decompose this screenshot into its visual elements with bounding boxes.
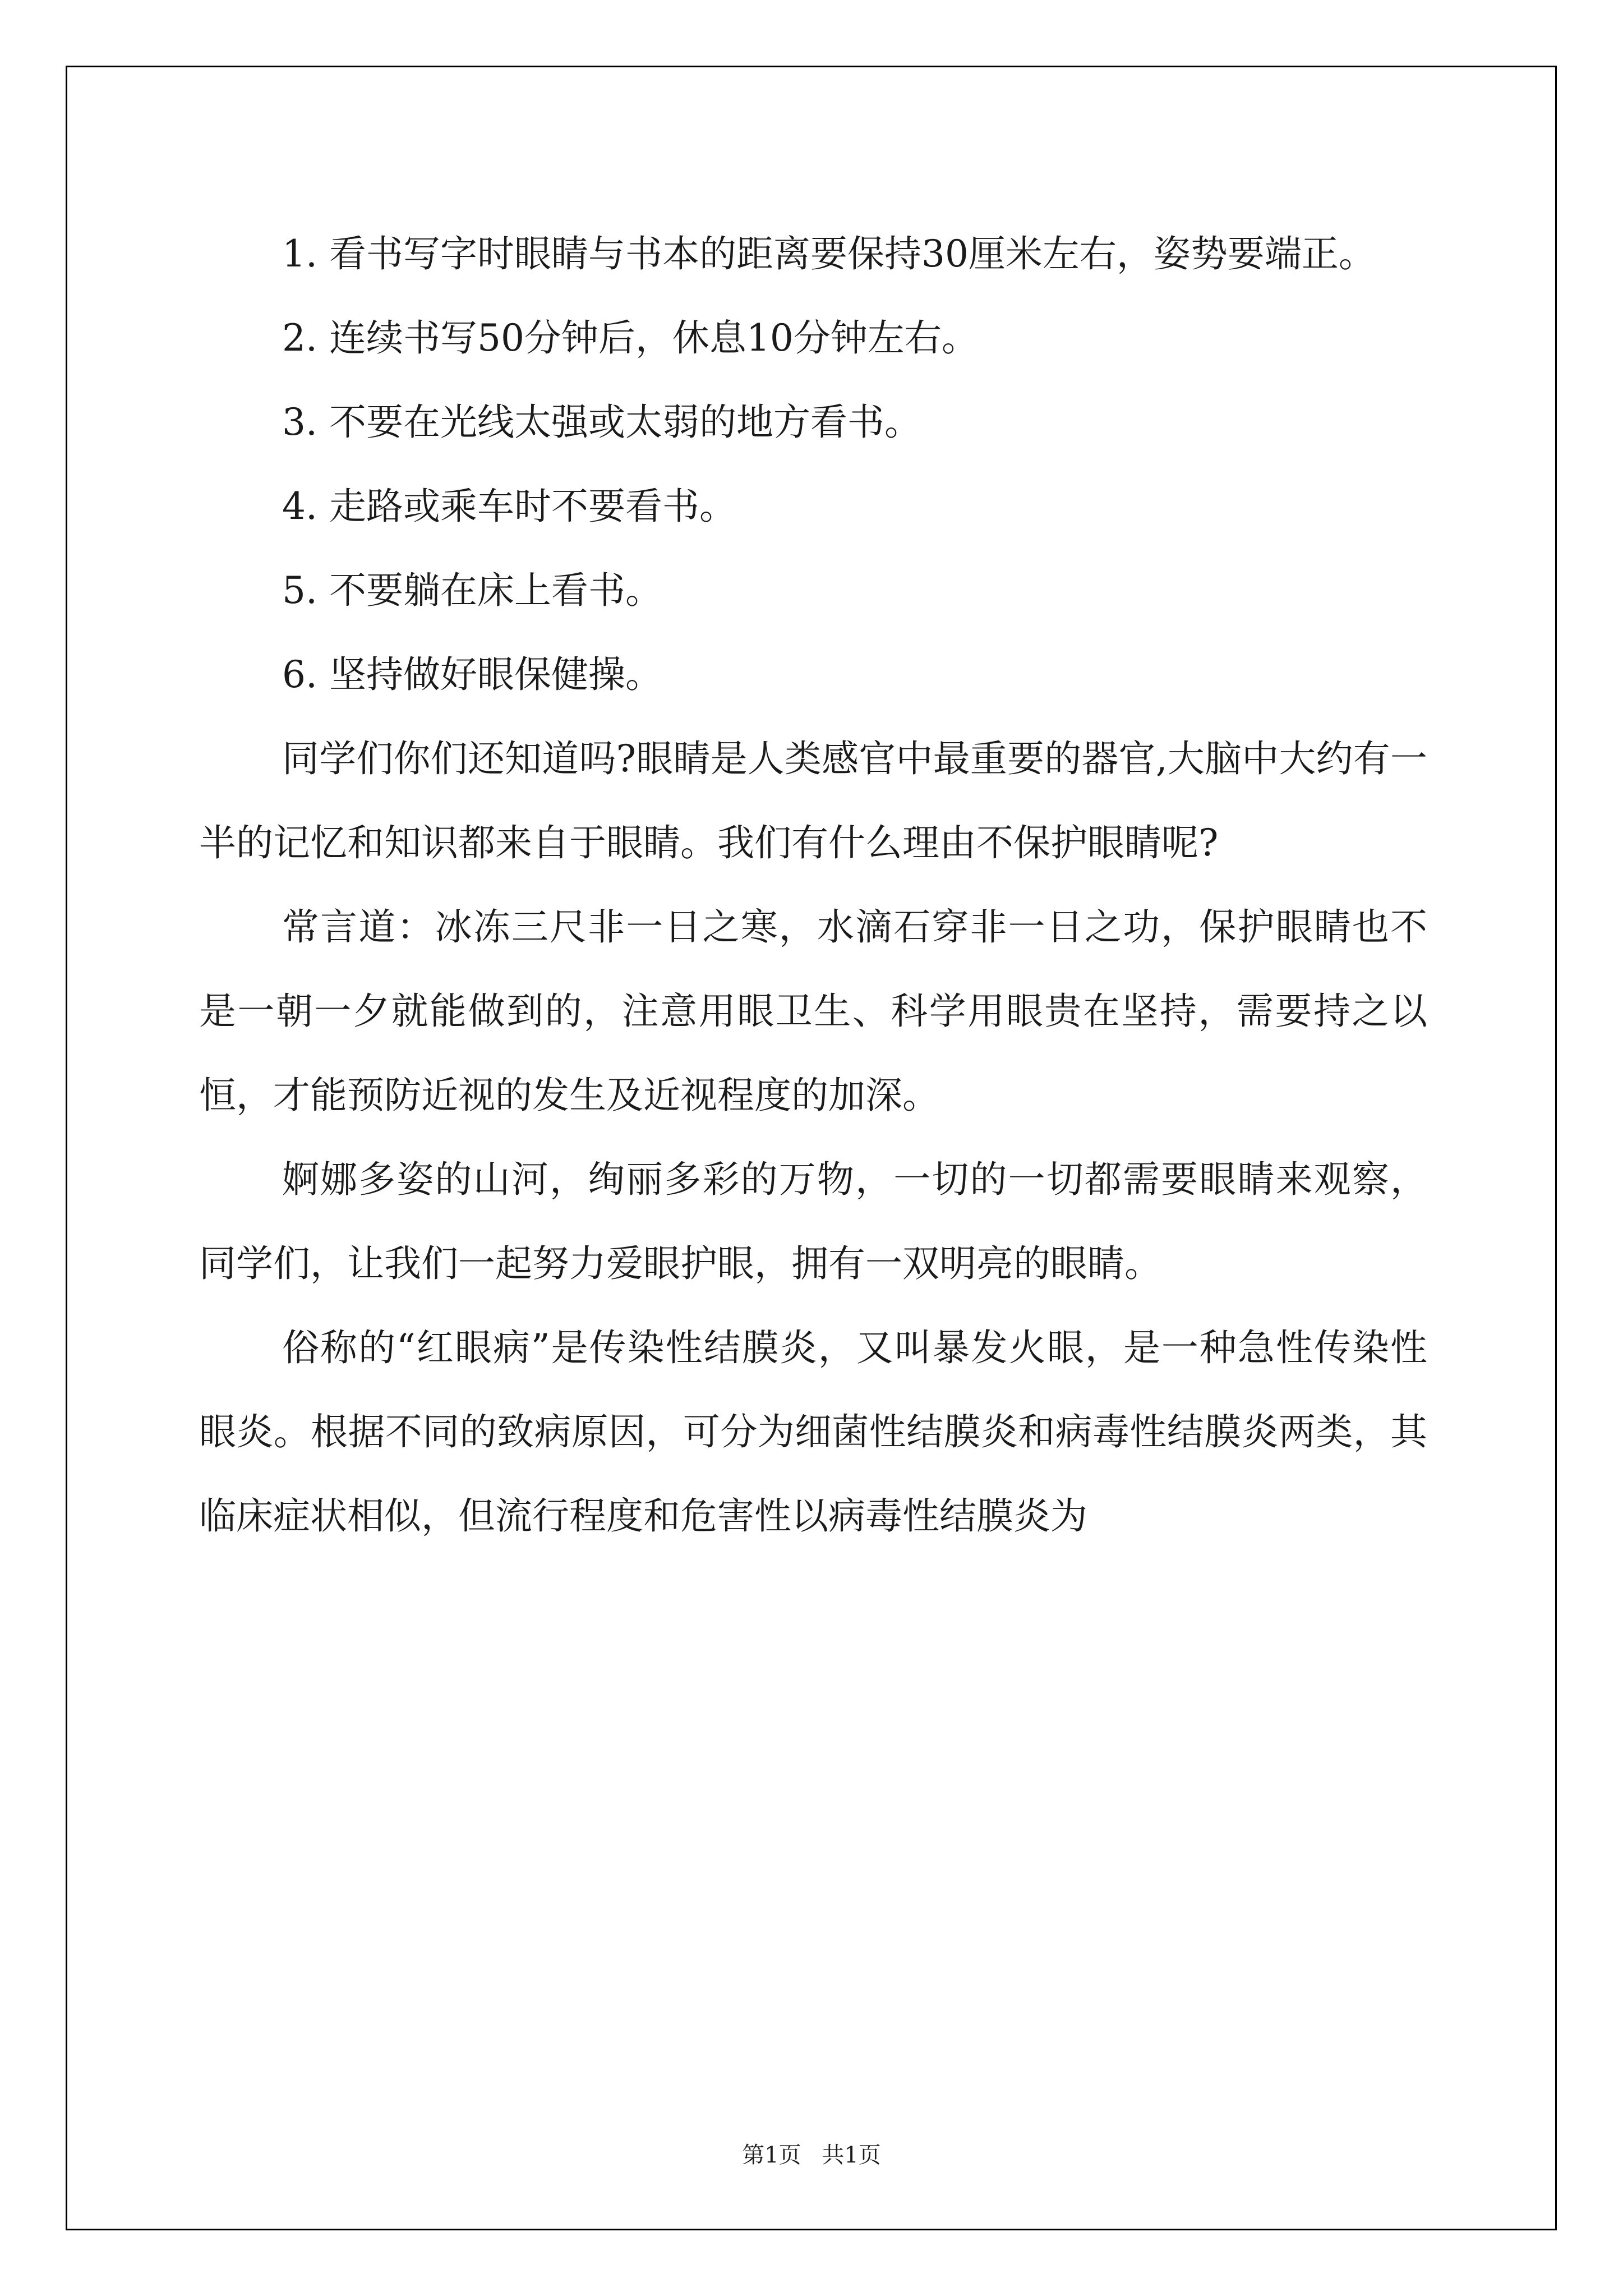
list-item-5: 5. 不要躺在床上看书。 bbox=[282, 569, 662, 612]
list-item-3: 3. 不要在光线太强或太弱的地方看书。 bbox=[282, 401, 921, 444]
paragraph-closing: 婀娜多姿的山河，绚丽多彩的万物，一切的一切都需要眼睛来观察，同学们，让我们一起努力爱眼护眼，拥有一双明亮的眼睛。 bbox=[199, 1158, 1427, 1285]
list-item-1: 1. 看书写字时眼睛与书本的距离要保持30厘米左右，姿势要端正。 bbox=[282, 232, 1376, 275]
page-number-current: 第1页 bbox=[742, 2142, 801, 2168]
paragraph-red-eye: 俗称的“红眼病”是传染性结膜炎，又叫暴发火眼，是一种急性传染性眼炎。根据不同的致病原因，可分为细菌性结膜炎和病毒性结膜炎两类，其临床症状相似，但流行程度和危害性以病毒性结膜炎为 bbox=[199, 1326, 1427, 1538]
paragraph-eye-importance: 同学们你们还知道吗?眼睛是人类感官中最重要的器官,大脑中大约有一半的记忆和知识都来自于眼睛。我们有什么理由不保护眼睛呢? bbox=[199, 737, 1427, 864]
paragraph-persistence: 常言道：冰冻三尺非一日之寒，水滴石穿非一日之功，保护眼睛也不是一朝一夕就能做到的，注意用眼卫生、科学用眼贵在坚持，需要持之以恒，才能预防近视的发生及近视程度的加深。 bbox=[199, 905, 1427, 1117]
page-number-total: 共1页 bbox=[822, 2142, 881, 2168]
list-item-2: 2. 连续书写50分钟后，休息10分钟左右。 bbox=[282, 316, 979, 360]
page-footer bbox=[0, 2142, 1623, 2169]
list-item-4: 4. 走路或乘车时不要看书。 bbox=[282, 485, 736, 528]
document-body bbox=[199, 212, 1427, 1558]
list-item-6: 6. 坚持做好眼保健操。 bbox=[282, 653, 662, 696]
